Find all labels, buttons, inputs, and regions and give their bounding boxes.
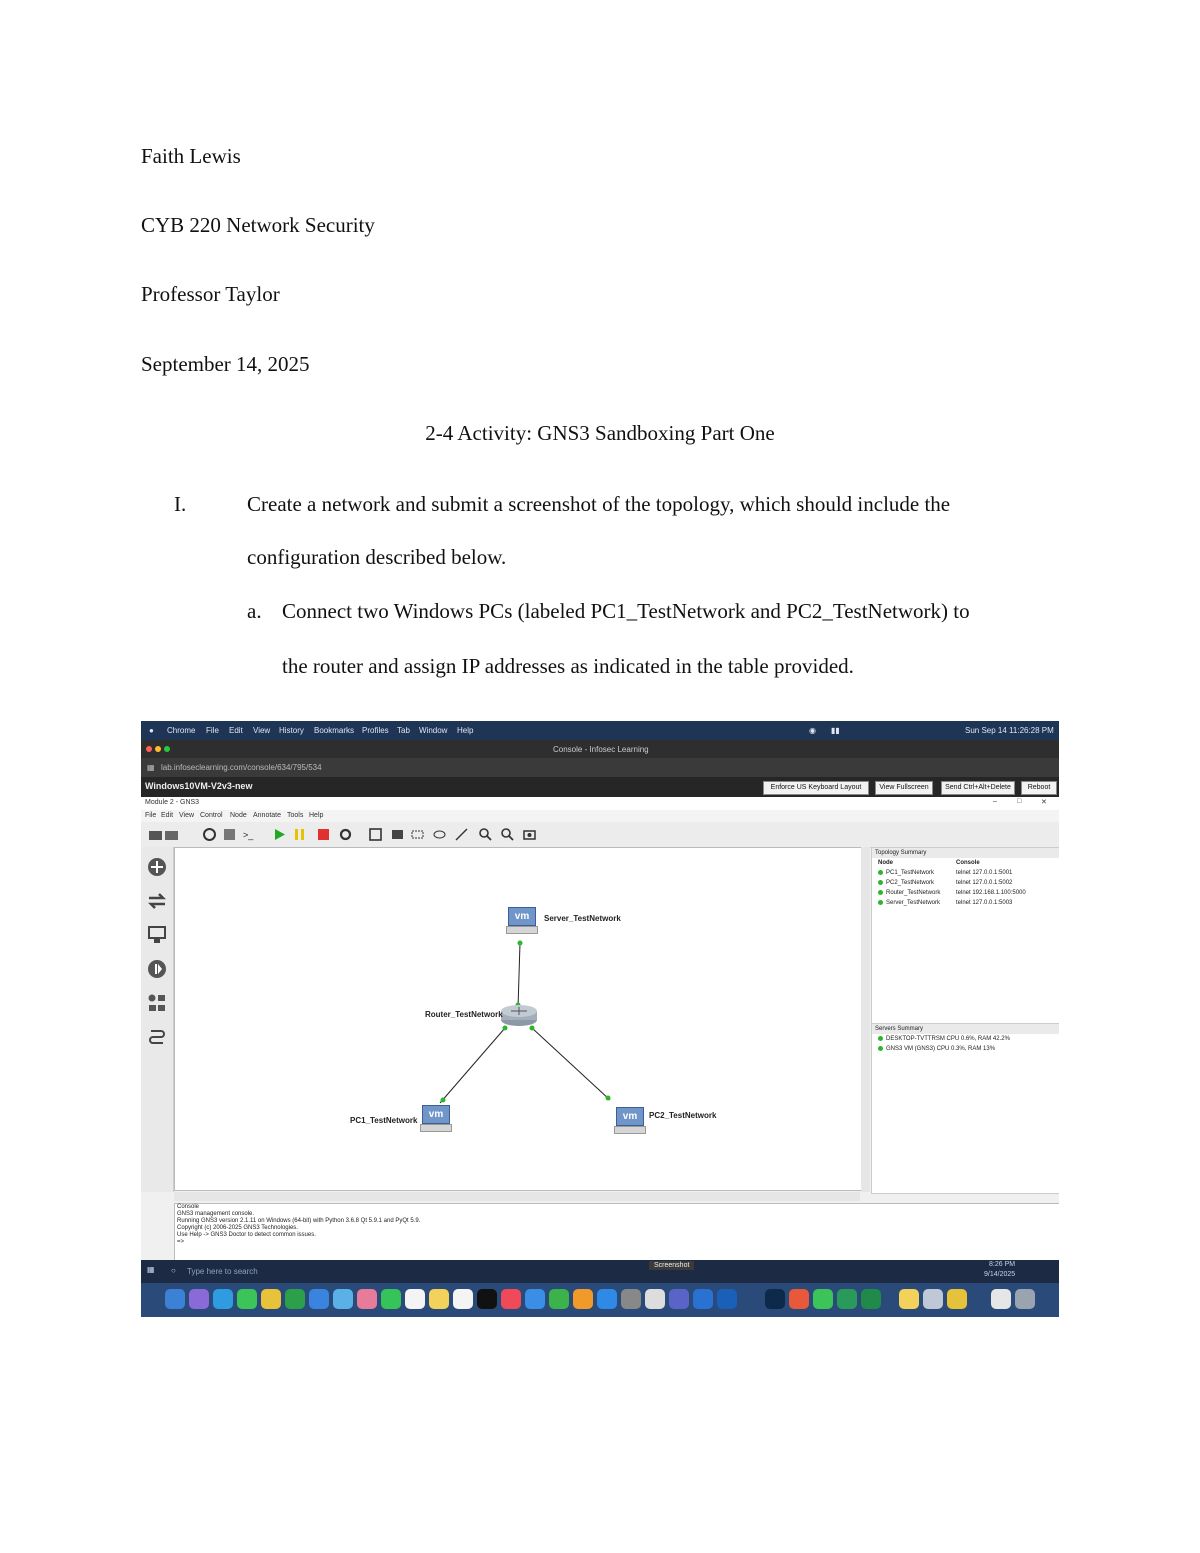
folder-icon[interactable] <box>899 1289 919 1309</box>
pages-icon[interactable] <box>573 1289 593 1309</box>
restore-icon[interactable]: □ <box>1017 798 1022 805</box>
stickies-icon[interactable] <box>947 1289 967 1309</box>
link-router-pc2[interactable] <box>532 1028 610 1100</box>
start-all-icon[interactable] <box>273 828 286 841</box>
launchpad-icon[interactable] <box>189 1289 209 1309</box>
console-line: Copyright (c) 2006-2025 GNS3 Technologies. <box>177 1225 298 1231</box>
topology-summary-title: Topology Summary <box>872 848 1059 858</box>
gns3-screenshot <box>141 721 1059 1317</box>
outlook-icon[interactable] <box>717 1289 737 1309</box>
port-dot <box>606 1096 611 1101</box>
gns-menu-annotate[interactable]: Annotate <box>253 812 282 819</box>
edge-icon[interactable] <box>813 1289 833 1309</box>
mac-menu-bar <box>141 721 1059 740</box>
routers-category-icon[interactable] <box>147 857 167 877</box>
item-a-text-1: Connect two Windows PCs (labeled PC1_TestNetwork and PC2_TestNetwork) to <box>282 599 970 623</box>
add-note-icon[interactable] <box>369 828 382 841</box>
course-name: CYB 220 Network Security <box>141 213 375 237</box>
node-name: PC1_TestNetwork <box>886 870 935 876</box>
windows-start-icon[interactable]: ▦ <box>147 1265 155 1274</box>
topology-summary-header <box>872 858 1059 868</box>
port-dot <box>503 1026 508 1031</box>
server-node-icon[interactable] <box>506 907 536 935</box>
gns-menu-file[interactable]: File <box>145 812 157 819</box>
search-icon[interactable]: ○ <box>171 1266 176 1275</box>
reload-icon[interactable] <box>339 828 352 841</box>
zoom-out-icon[interactable] <box>501 828 514 841</box>
status-icon <box>878 1046 883 1051</box>
port-dot <box>441 1098 446 1103</box>
status-icon <box>878 890 883 895</box>
status-icon <box>878 1036 883 1041</box>
mac-menu-3[interactable]: View <box>253 726 271 735</box>
topology-canvas[interactable] <box>174 847 862 1191</box>
finder-icon[interactable] <box>165 1289 185 1309</box>
windows-taskbar <box>141 1260 1059 1283</box>
gns-menu-tools[interactable]: Tools <box>287 812 304 819</box>
open-project-icon[interactable] <box>165 828 178 841</box>
send-ctrl-alt-delete-button[interactable]: Send Ctrl+Alt+Delete <box>941 781 1015 795</box>
item-a-marker: a. <box>247 599 262 623</box>
mac-menu-9[interactable]: Help <box>457 726 474 735</box>
gns-menu-help[interactable]: Help <box>309 812 324 819</box>
notes-icon[interactable] <box>429 1289 449 1309</box>
student-name: Faith Lewis <box>141 144 241 168</box>
reminders-icon[interactable] <box>453 1289 473 1309</box>
item-i-text-2: configuration described below. <box>247 545 507 569</box>
link-router-pc1[interactable] <box>440 1028 505 1103</box>
facetime-icon[interactable] <box>381 1289 401 1309</box>
battery-icon: ▮▮ <box>831 726 840 735</box>
site-info-icon[interactable]: ▦ <box>147 763 155 772</box>
topology-links <box>175 848 861 1190</box>
excel-icon[interactable] <box>837 1289 857 1309</box>
professor-name: Professor Taylor <box>141 282 280 306</box>
servers-summary-title: Servers Summary <box>872 1024 1059 1034</box>
screenshot-app-icon[interactable] <box>645 1289 665 1309</box>
router-icon[interactable] <box>501 1005 537 1026</box>
end-devices-category-icon[interactable] <box>147 925 167 945</box>
mac-clock: Sun Sep 14 11:26:28 PM <box>965 726 1054 735</box>
node-name: PC2_TestNetwork <box>886 880 935 886</box>
server-node-label[interactable]: Server_TestNetwork <box>544 914 621 923</box>
list-item[interactable] <box>872 1044 1059 1054</box>
mac-menu-8[interactable]: Window <box>419 726 448 735</box>
status-icon <box>878 880 883 885</box>
status-icon <box>878 900 883 905</box>
address-bar[interactable] <box>141 758 1059 777</box>
status-icon <box>878 870 883 875</box>
console-line: Running GNS3 version 2.1.11 on Windows (64-bit) with Python 3.6.8 Qt 5.9.1 and PyQt 5.9. <box>177 1218 421 1224</box>
maps-icon[interactable] <box>333 1289 353 1309</box>
stop-all-icon[interactable] <box>317 828 330 841</box>
list-item[interactable] <box>872 888 1059 898</box>
firefox-icon[interactable] <box>789 1289 809 1309</box>
taskbar-time: 8:26 PM <box>989 1261 1016 1268</box>
keynote-icon[interactable] <box>525 1289 545 1309</box>
node-console: telnet 127.0.0.1:5002 <box>956 880 1013 886</box>
minimize-icon[interactable]: – <box>993 798 997 805</box>
gns-menu-node[interactable]: Node <box>230 812 247 819</box>
gns3-window <box>141 797 1059 1260</box>
list-item[interactable] <box>872 868 1059 878</box>
close-icon[interactable]: ✕ <box>1041 799 1047 806</box>
port-dot <box>518 941 523 946</box>
teams-icon[interactable] <box>669 1289 689 1309</box>
maximize-window-icon[interactable] <box>164 746 170 752</box>
gns3-title-bar <box>141 797 1059 811</box>
url-text[interactable]: lab.infoseclearning.com/console/634/795/534 <box>161 763 322 772</box>
vm-name: Windows10VM-V2v3-new <box>145 781 253 791</box>
gns-menu-view[interactable]: View <box>179 812 195 819</box>
mac-menu-6[interactable]: Profiles <box>362 726 389 735</box>
chrome-icon[interactable] <box>261 1289 281 1309</box>
mac-menu-2[interactable]: Edit <box>229 726 243 735</box>
node-console: telnet 127.0.0.1:5003 <box>956 900 1013 906</box>
mac-menu-0[interactable]: Chrome <box>167 726 196 735</box>
insert-picture-icon[interactable] <box>391 828 404 841</box>
gns-menu-edit[interactable]: Edit <box>161 812 174 819</box>
app-store-icon[interactable] <box>597 1289 617 1309</box>
vm-screen: vm <box>616 1107 644 1126</box>
mac-menu-4[interactable]: History <box>279 726 304 735</box>
downloads-icon[interactable] <box>991 1289 1011 1309</box>
all-devices-category-icon[interactable] <box>147 993 167 1013</box>
taskbar-search-input[interactable]: Type here to search <box>187 1267 258 1276</box>
new-project-icon[interactable] <box>149 828 162 841</box>
console-line: Use Help -> GNS3 Doctor to detect common issues. <box>177 1232 316 1238</box>
vm-toolbar <box>141 777 1059 797</box>
node-name: Router_TestNetwork <box>886 890 941 896</box>
snapshot-icon[interactable] <box>203 828 216 841</box>
word-icon[interactable] <box>693 1289 713 1309</box>
svg-text:>_: >_ <box>243 830 254 840</box>
console-prompt[interactable]: => <box>177 1239 185 1245</box>
taskbar-date: 9/14/2025 <box>984 1271 1016 1278</box>
close-window-icon[interactable] <box>146 746 152 752</box>
browser-tab-title[interactable]: Console - Infosec Learning <box>553 745 649 754</box>
document-title: 2-4 Activity: GNS3 Sandboxing Part One <box>425 421 775 445</box>
item-i-text-1: Create a network and submit a screenshot of the topology, which should include the <box>247 492 951 516</box>
list-item[interactable] <box>872 1034 1059 1044</box>
switches-category-icon[interactable] <box>147 891 167 911</box>
port-dot <box>530 1026 535 1031</box>
node-console: telnet 192.168.1.100:5000 <box>956 890 1026 896</box>
suspend-all-icon[interactable] <box>293 828 306 841</box>
gns-menu-control[interactable]: Control <box>200 812 223 819</box>
topology-summary-panel <box>871 847 1059 1025</box>
minimize-window-icon[interactable] <box>155 746 161 752</box>
screenshot-icon[interactable] <box>523 828 536 841</box>
servers-summary-panel <box>871 1023 1059 1194</box>
screenshot-tooltip: Screenshot <box>649 1261 694 1270</box>
pc1-node-label[interactable]: PC1_TestNetwork <box>350 1116 418 1125</box>
vm-app-icon[interactable] <box>923 1289 943 1309</box>
pc2-node-icon[interactable] <box>614 1107 644 1135</box>
console-panel[interactable] <box>174 1203 1059 1262</box>
col-console: Console <box>956 860 980 866</box>
browser-tab-bar <box>141 740 1059 758</box>
canvas-horizontal-scrollbar[interactable] <box>174 1192 860 1201</box>
vm-screen: vm <box>422 1105 450 1124</box>
console-all-icon[interactable] <box>243 828 256 841</box>
mac-menu-7[interactable]: Tab <box>397 726 410 735</box>
console-line: GNS3 management console. <box>177 1211 255 1217</box>
link-server-router[interactable] <box>518 943 520 1008</box>
spotify-icon[interactable] <box>285 1289 305 1309</box>
col-node: Node <box>878 860 893 866</box>
view-fullscreen-button[interactable]: View Fullscreen <box>875 781 933 795</box>
add-link-icon[interactable] <box>147 1027 167 1047</box>
console-title: Console <box>177 1204 200 1210</box>
safari-icon[interactable] <box>213 1289 233 1309</box>
music-icon[interactable] <box>501 1289 521 1309</box>
vm-screen: vm <box>508 907 536 926</box>
trash-icon[interactable] <box>1015 1289 1035 1309</box>
numbers-icon[interactable] <box>549 1289 569 1309</box>
mac-menu-5[interactable]: Bookmarks <box>314 726 355 735</box>
photos-icon[interactable] <box>357 1289 377 1309</box>
pc1-node-icon[interactable] <box>420 1105 450 1133</box>
document-date: September 14, 2025 <box>141 352 310 376</box>
gns3-title: Module 2 - GNS3 <box>145 799 200 806</box>
gns3-menu-bar <box>141 810 1059 822</box>
item-i-marker: I. <box>174 492 187 516</box>
gns3-toolbar <box>141 822 1059 848</box>
photoshop-icon[interactable] <box>765 1289 785 1309</box>
spreadsheet-icon[interactable] <box>861 1289 881 1309</box>
security-devices-category-icon[interactable] <box>147 959 167 979</box>
zoom-in-icon[interactable] <box>479 828 492 841</box>
settings-icon[interactable] <box>621 1289 641 1309</box>
mail-icon[interactable] <box>309 1289 329 1309</box>
router-node-label[interactable]: Router_TestNetwork <box>425 1010 503 1019</box>
server-status: GNS3 VM (GNS3) CPU 0.3%, RAM 13% <box>886 1046 996 1052</box>
messages-icon[interactable] <box>237 1289 257 1309</box>
node-console: telnet 127.0.0.1:5001 <box>956 870 1013 876</box>
device-icon[interactable] <box>223 828 236 841</box>
draw-line-icon[interactable] <box>455 828 468 841</box>
apple-tv-icon[interactable] <box>477 1289 497 1309</box>
reboot-button[interactable]: Reboot <box>1021 781 1057 795</box>
enforce-keyboard-button[interactable]: Enforce US Keyboard Layout <box>763 781 869 795</box>
canvas-vertical-scrollbar[interactable] <box>861 847 870 1192</box>
calendar-icon[interactable] <box>405 1289 425 1309</box>
mac-dock <box>141 1283 1059 1317</box>
list-item[interactable] <box>872 898 1059 908</box>
draw-rectangle-icon[interactable] <box>411 828 424 841</box>
mac-menu-1[interactable]: File <box>206 726 219 735</box>
node-name: Server_TestNetwork <box>886 900 941 906</box>
server-status: DESKTOP-TVTTRSM CPU 0.6%, RAM 42.2% <box>886 1036 1010 1042</box>
draw-ellipse-icon[interactable] <box>433 828 446 841</box>
wifi-icon[interactable]: ◉ <box>809 726 816 735</box>
apple-icon: ● <box>149 726 154 735</box>
pc2-node-label[interactable]: PC2_TestNetwork <box>649 1111 717 1120</box>
list-item[interactable] <box>872 878 1059 888</box>
device-sidebar <box>141 847 174 1192</box>
item-a-text-2: the router and assign IP addresses as indicated in the table provided. <box>282 654 854 678</box>
